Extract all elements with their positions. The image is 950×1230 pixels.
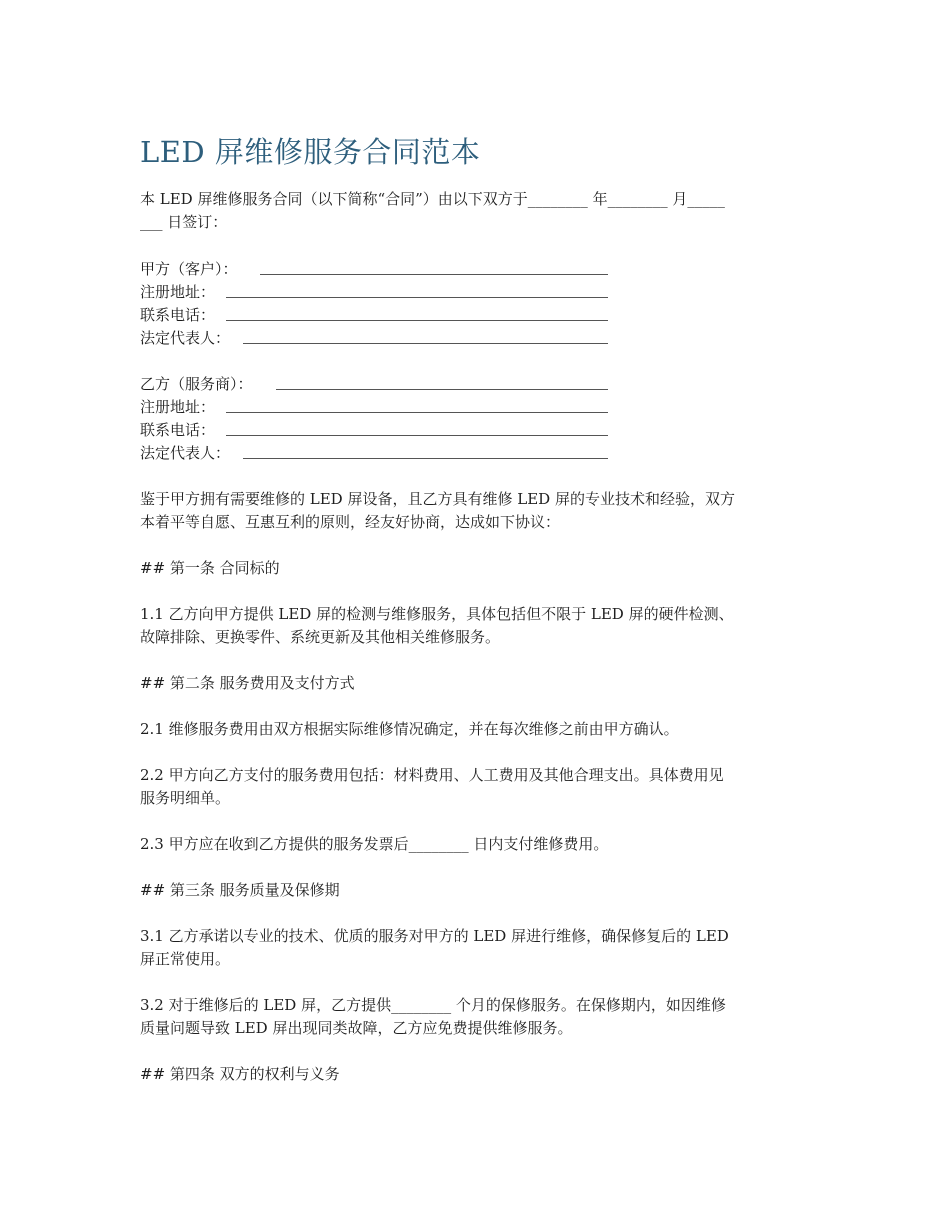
party-a-phone-label: 联系电话：: [140, 306, 216, 324]
article-2-heading: ## 第二条 服务费用及支付方式: [140, 674, 355, 692]
preamble-line-2: 本着平等自愿、互惠互利的原则，经友好协商，达成如下协议：: [140, 513, 561, 531]
article-4-heading: ## 第四条 双方的权利与义务: [140, 1065, 340, 1083]
clause-2-1: 2.1 维修服务费用由双方根据实际维修情况确定，并在每次维修之前由甲方确认。: [140, 720, 679, 738]
party-a-name-label: 甲方（客户）：: [140, 260, 238, 278]
clause-2-2-line-1: 2.2 甲方向乙方支付的服务费用包括：材料费用、人工费用及其他合理支出。具体费用见: [140, 766, 724, 784]
article-3-heading: ## 第三条 服务质量及保修期: [140, 881, 340, 899]
party-b-address-blank[interactable]: [226, 412, 608, 413]
party-a-name-row: [140, 258, 608, 281]
party-b-rep-row: [140, 442, 608, 465]
intro-line-2: ___ 日签订：: [140, 213, 228, 231]
party-a-address-label: 注册地址：: [140, 283, 216, 301]
preamble-line-1: 鉴于甲方拥有需要维修的 LED 屏设备，且乙方具有维修 LED 屏的专业技术和经验，双方: [140, 490, 735, 508]
clause-1-1-line-1: 1.1 乙方向甲方提供 LED 屏的检测与维修服务，具体包括但不限于 LED 屏的硬件检测、: [140, 605, 734, 623]
party-a-rep-row: [140, 327, 608, 350]
party-b-rep-blank[interactable]: [243, 458, 608, 459]
party-b-address-row: [140, 396, 608, 419]
clause-3-1-line-2: 屏正常使用。: [140, 950, 231, 968]
party-a-rep-label: 法定代表人：: [140, 329, 231, 347]
party-a-address-row: [140, 281, 608, 304]
intro-line-1: 本 LED 屏维修服务合同（以下简称“合同”）由以下双方于________ 年________ 月_____: [140, 190, 725, 208]
party-a-address-blank[interactable]: [226, 297, 608, 298]
clause-2-2-line-2: 服务明细单。: [140, 789, 231, 807]
party-a-phone-row: [140, 304, 608, 327]
article-1-heading: ## 第一条 合同标的: [140, 559, 280, 577]
party-a-phone-blank[interactable]: [226, 320, 608, 321]
clause-3-1-line-1: 3.1 乙方承诺以专业的技术、优质的服务对甲方的 LED 屏进行维修，确保修复后的 LED: [140, 927, 729, 945]
party-b-name-label: 乙方（服务商）：: [140, 375, 253, 393]
clause-1-1-line-2: 故障排除、更换零件、系统更新及其他相关维修服务。: [140, 628, 501, 646]
party-b-phone-blank[interactable]: [226, 435, 608, 436]
party-a-name-blank[interactable]: [260, 274, 608, 275]
document-title: LED 屏维修服务合同范本: [140, 135, 481, 169]
party-b-name-row: [140, 373, 608, 396]
clause-3-2-line-2: 质量问题导致 LED 屏出现同类故障，乙方应免费提供维修服务。: [140, 1019, 573, 1037]
party-b-phone-label: 联系电话：: [140, 421, 216, 439]
party-b-rep-label: 法定代表人：: [140, 444, 231, 462]
clause-2-3: 2.3 甲方应在收到乙方提供的服务发票后________ 日内支付维修费用。: [140, 835, 609, 853]
party-b-phone-row: [140, 419, 608, 442]
party-b-address-label: 注册地址：: [140, 398, 216, 416]
party-a-rep-blank[interactable]: [243, 343, 608, 344]
clause-3-2-line-1: 3.2 对于维修后的 LED 屏，乙方提供________ 个月的保修服务。在保修期内，如因维修: [140, 996, 726, 1014]
party-b-name-blank[interactable]: [276, 389, 608, 390]
